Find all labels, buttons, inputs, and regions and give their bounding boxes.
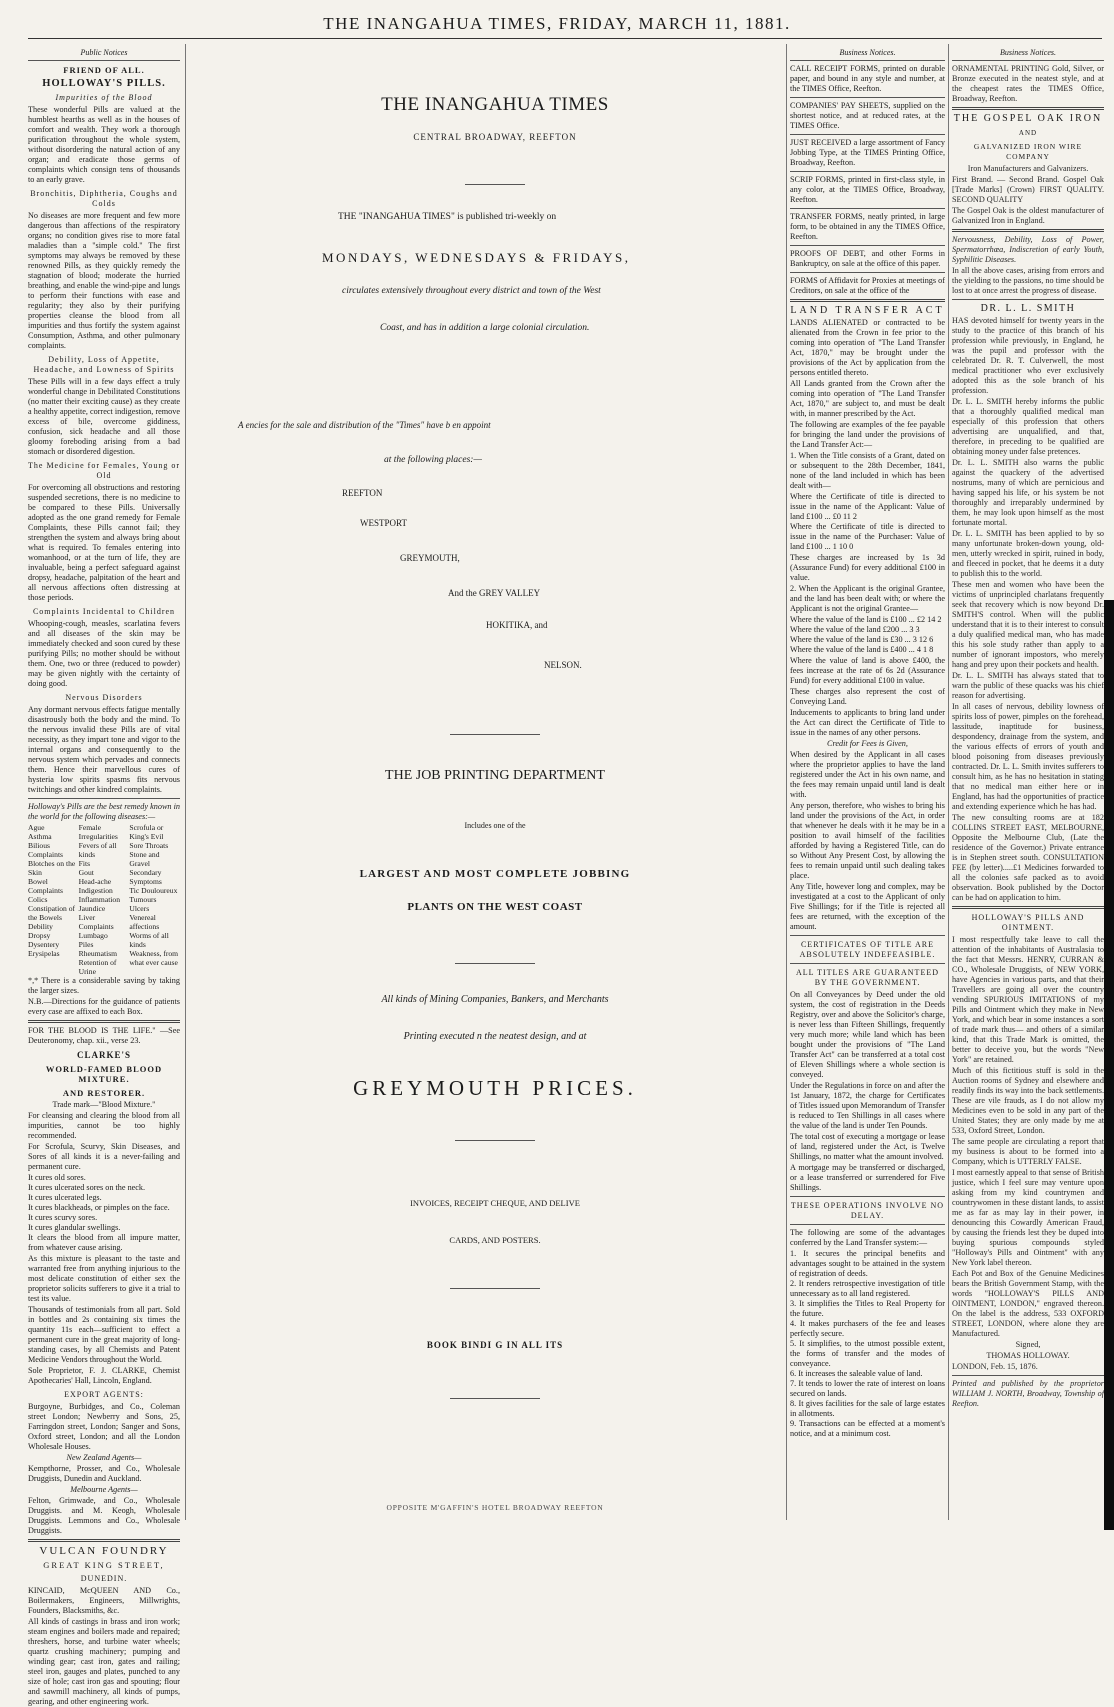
column-business-notices-2: [952, 48, 1104, 1520]
subheading: Complaints Incidental to Children: [32, 607, 176, 616]
notice: 1. When the Title consists of a Grant, dated on or subsequent to the 28th December, 1841, none of the land included in which has been dealt with—: [790, 451, 945, 490]
ad-paragraph: For Scrofula, Scurvy, Skin Diseases, and Sores of all kinds it is a never-failing and permanent cure.: [28, 1142, 180, 1171]
notice: FORMS of Affidavit for Proxies at meetings of Creditors, on sale at the office of the: [790, 276, 945, 295]
land-transfer-act-title: LAND TRANSFER ACT: [790, 305, 945, 316]
column-heading: Business Notices.: [952, 48, 1104, 61]
ad-paragraph: All kinds of castings in brass and iron work; steam engines and boilers made and repaired; threshers, horse, and turbine water wheels; quartz crushing machinery; pumping and winding gear; cast iron, gates and railing; steel iron, gauges and plates, punched to any size of hole; cast iron gas and spouting; flour and sawmill machinery, all kinds of pumps, gearing, and other engineering work.: [28, 1617, 180, 1706]
subheading: Bronchitis, Diphtheria, Coughs and Colds: [30, 189, 178, 208]
column-heading: Public Notices: [28, 48, 180, 61]
agency-grey-valley: And the GREY VALLEY: [448, 588, 541, 598]
ad-paragraph: Trade mark—"Blood Mixture.": [52, 1100, 156, 1109]
agency-westport: WESTPORT: [360, 518, 407, 528]
notice: 2. When the Applicant is the original Grantee, and the land has been dealt with; or where the Applicant is not the original Grantee—: [790, 584, 945, 613]
notice: The total cost of executing a mortgage or lease of land, registered under the Act, is Twelve Shillings, no matter what the amount involved.: [790, 1132, 945, 1161]
notice: In all the above cases, arising from errors and the yielding to the passions, no time should be lost to at once arrest the progress of disease.: [952, 266, 1104, 295]
times-advertisement: [238, 48, 690, 1520]
invoices-text: INVOICES, RECEIPT CHEQUE, AND DELIVE: [410, 1198, 580, 1208]
fee-table: Where the Certificate of title is directed to issue in the name of the Applicant: Value of land £100 ... £0 11 2 Where the Certificate of title is directed to issue in the name of the Purchaser: Value of land £100 ... 1 10 0: [790, 492, 945, 551]
agency-reefton: REEFTON: [342, 488, 383, 498]
column-rule: [185, 44, 186, 1520]
newspaper-masthead: THE INANGAHUA TIMES, FRIDAY, MARCH 11, 1881.: [323, 14, 791, 33]
notice: Nervousness, Debility, Loss of Power, Spermatorrhœa, Indiscretion of early Youth, Syphilitic Diseases.: [952, 235, 1104, 264]
notice: These men and women who have been the victims of unprincipled charlatans frequently seek that recovery which is now beyond Dr. SMITH'S control. When will the public understand that it is to their interest to consult a duly qualified medical man, who has made this his sole study rather than apply to a number of ignorant impostors, who merely hang and prey upon their pockets and health.: [952, 580, 1104, 669]
column-business-notices: [790, 48, 945, 1520]
subheading: Debility, Loss of Appetite, Headache, and Lowness of Spirits: [33, 355, 175, 374]
ad-paragraph: As this mixture is pleasant to the taste and warranted free from anything injurious to the most delicate constitution of either sex the proprietor solicits sufferers to give it a trial to test its value.: [28, 1254, 180, 1303]
holloway-ointment-title: HOLLOWAY'S PILLS AND OINTMENT.: [971, 913, 1085, 932]
notice: Dr. L. L. SMITH has always stated that to warn the public of these quacks was his chief reason for advertising.: [952, 671, 1104, 700]
masthead-rule: [28, 38, 1102, 39]
ad-paragraph: For overcoming all obstructions and restoring suspended secretions, there is no medicine to be compared to these Pills. Universally adopted as the one grand remedy for Female Complaints, these Pills cannot fail; they strengthen the system and always bring about what is required. To females entering into womanhood, or at the turn of life, they are invaluable, being a perfect safeguard against dropsy, headache, palpitation of the heart and all nervous affections often distressing at those periods.: [28, 483, 180, 602]
ad-paragraph: These Pills will in a few days effect a truly wonderful change in Debilitated Constitutions (no matter their exciting cause) as they create a healthy appetite, correct indigestion, remove excess of bile, overcome giddiness, confusion, sick headache and all those gloomy foreboding arising from a bad stomach or disordered digestion.: [28, 377, 180, 456]
ad-paragraph: Kempthorne, Prosser, and Co., Wholesale Druggists, Dunedin and Auckland.: [28, 1464, 180, 1483]
ad-heading: AND: [1018, 129, 1038, 137]
circulation-text: Coast, and has in addition a large colonial circulation.: [380, 323, 590, 333]
column-heading: Business Notices.: [790, 48, 945, 61]
ad-heading: GALVANIZED IRON WIRE COMPANY: [973, 142, 1083, 161]
notice: TRANSFER FORMS, neatly printed, in large form, to be obtained in any the TIMES Office, Reefton.: [790, 212, 945, 241]
notice: These charges also represent the cost of Conveying Land.: [790, 687, 945, 706]
subheading: Impurities of the Blood: [55, 93, 153, 102]
ad-heading: AND RESTORER.: [62, 1088, 146, 1098]
ad-paragraph: FOR THE BLOOD IS THE LIFE." —See Deuteronomy, chap. xii., verse 23.: [28, 1026, 180, 1045]
book-binding-text: BOOK BINDI G IN ALL ITS: [426, 1340, 564, 1350]
cards-posters-text: CARDS, AND POSTERS.: [449, 1235, 541, 1245]
notice: The new consulting rooms are at 182 COLLINS STREET EAST, MELBOURNE, Opposite the Melbourne Club, (Late the residence of the Governor.) Private entrance is in Stephen street south. CONSULTATION FEE (by letter).....£1 Medicines forwarded to all the colonies safe packed as to avoid observation. Book published by the Doctor can be had on application to him.: [952, 813, 1104, 902]
subheading: The Medicine for Females, Young or Old: [28, 461, 180, 480]
notice: The Gospel Oak is the oldest manufacturer of Galvanized Iron in England.: [952, 206, 1104, 225]
divider: [450, 734, 540, 735]
divider: [450, 1398, 540, 1399]
ad-paragraph: Whooping-cough, measles, scarlatina fevers and all diseases of the skin may be immediately checked and soon cured by these purifying Pills; no mother should be without them. One, two or three (reduced to powder) may be given nightly with the certainty of doing good.: [28, 619, 180, 688]
agency-greymouth: GREYMOUTH,: [400, 553, 460, 563]
notice: COMPANIES' PAY SHEETS, supplied on the shortest notice, and at reduced rates, at the TIMES Office.: [790, 101, 945, 130]
gospel-oak-title: THE GOSPEL OAK IRON: [953, 113, 1103, 124]
notice: The same people are circulating a report that my business is about to be formed into a Company, which is UTTERLY FALSE.: [952, 1137, 1104, 1166]
ad-heading: FRIEND OF ALL.: [63, 65, 145, 75]
agency-hokitika: HOKITIKA, and: [486, 620, 548, 630]
diseases-column: Ague Asthma Bilious Complaints Blotches on the Skin Bowel Complaints Colics Constipation of the Bowels Debility Dropsy Dysentery Erysipelas: [28, 823, 76, 958]
notice: HAS devoted himself for twenty years in the study to the practice of this branch of his profession while previously, in England, he was the pupil and professor with the celebrated Dr. R. T. Culverwell, the most medical practitioner who ever exclusively adopted this as the sole branch of his profession.: [952, 316, 1104, 395]
notice: CALL RECEIPT FORMS, printed on durable paper, and bound in any style and number, at the TIMES Office, Reefton.: [790, 64, 945, 93]
subheading: Melbourne Agents—: [70, 1485, 138, 1494]
agencies-text: A encies for the sale and distribution of the "Times" have b en appoint: [238, 420, 491, 430]
notice: Dr. L. L. SMITH also warns the public against the quackery of the advertised nostrums, many of which are pernicious and having sapped his life, or his system be not thoroughly and irreparably undermined by them, he may look upon himself as the most fortunate mortal.: [952, 458, 1104, 527]
notice: JUST RECEIVED a large assortment of Fancy Jobbing Type, at the TIMES Printing Office, Broadway, Reefton.: [790, 138, 945, 167]
agencies-text: at the following places:—: [384, 455, 482, 465]
dr-smith-title: DR. L. L. SMITH: [980, 303, 1076, 314]
diseases-column: Scrofula or King's Evil Sore Throats Stone and Gravel Secondary Symptoms Tic Douloureux Tumours Ulcers Venereal affections Worms of all kinds Weakness, from what ever cause: [129, 823, 179, 967]
ad-heading: WORLD-FAMED BLOOD MIXTURE.: [45, 1064, 163, 1084]
diseases-column: Female Irregularities Fevers of all kinds Fits Gout Head-ache Indigestion Inflammation Jaundice Liver Complaints Lumbago Piles Rheumatism Retention of Urine: [78, 823, 121, 976]
ad-heading: CLARKE'S: [76, 1050, 131, 1060]
divider: [465, 184, 525, 185]
subheading: New Zealand Agents—: [66, 1453, 142, 1462]
column-public-notices: [28, 48, 180, 1706]
ad-paragraph: Any dormant nervous effects fatigue mentally disastrously both the body and the mind. To the nervous invalid these Pills are of vital necessity, as they impart tone and vigor to the internal organs and consequently to the nervous system which pervades and connects them. Hence their marvellous cures of hysteria low spirits spasms fits nervous twitchings and other kindred complaints.: [28, 705, 180, 794]
notice: SCRIP FORMS, printed in first-class style, in any color, at the TIMES Office, Broadway, Reefton.: [790, 175, 945, 204]
notice: Where the value of land is above £400, the fees increase at the rate of 6s 2d (Assurance Fund) for every additional £100 in value.: [790, 656, 945, 685]
notice: Any Title, however long and complex, may be investigated at a cost to the Applicant of only Five Shillings; for if the Title is rejected all fees are returned, with the exception of the amount.: [790, 882, 945, 931]
diseases-table: [28, 823, 180, 976]
job-printing-heading: THE JOB PRINTING DEPARTMENT: [385, 768, 605, 783]
ad-paragraph: KINCAID, McQUEEN AND Co., Boilermakers, Engineers, Millwrights, Founders, Blacksmiths, &c.: [28, 1586, 180, 1615]
ad-paragraph: Holloway's Pills are the best remedy known in the world for the following diseases:—: [28, 802, 180, 821]
notice: Under the Regulations in force on and after the 1st January, 1872, the charge for Certificates of Titles issued upon Memorandum of Transfer is reduced to Ten Shillings in all cases where the value of the land is under Ten Pounds.: [790, 1081, 945, 1130]
column-rule: [786, 44, 787, 1520]
agency-nelson: NELSON.: [544, 660, 582, 670]
subheading: Nervous Disorders: [65, 693, 143, 702]
published-text: THE "INANGAHUA TIMES" is published tri-weekly on: [338, 212, 557, 222]
includes-text: Includes one of the: [464, 821, 526, 830]
subheading: EXPORT AGENTS:: [64, 1390, 144, 1399]
ad-paragraph: It cures old sores. It cures ulcerated sores on the neck. It cures ulcerated legs. It cures blackheads, or pimples on the face. It cures scurvy sores. It cures glandular swellings. It clears the blood from all impure matter, from whatever cause arising.: [28, 1173, 180, 1252]
signature: THOMAS HOLLOWAY.: [986, 1351, 1070, 1360]
advantages-list: 1. It secures the principal benefits and advantages sought to be attained in the system of registration of deeds. 2. It renders retrospective investigation of title unnecessary as to all land registered. 3. It simplifies the Titles to Real Property for the future. 4. It makes purchasers of the fee and leases perfectly secure. 5. It simplifies, to the utmost possible extent, the forms of transfer and the modes of conveyance. 6. It increases the saleable value of land. 7. It tends to lower the rate of interest on loans secured on lands. 8. It gives facilities for the sale of large estates in allotments. 9. Transactions can be effected at a moment's notice, and at a minimum cost.: [790, 1249, 945, 1438]
notice: These charges are increased by 1s 3d (Assurance Fund) for every additional £100 in value.: [790, 553, 945, 582]
notice: LONDON, Feb. 15, 1876.: [952, 1362, 1038, 1371]
printing-executed-text: Printing executed n the neatest design, and at: [403, 1031, 587, 1042]
notice: I most respectfully take leave to call the attention of the inhabitants of Australasia to the fact that Messrs. HENRY, CURRAN & CO., Wholesale Druggists, of NEW YORK, have Agencies in various parts, and that their Travellers are going all over the country vending SPURIOUS IMITATIONS of my Pills and Ointment which they make in New York, and which bear in some instances a sort of trade mark thus— and others of a similar kind, that this Trade Mark is omitted, the better to deceive you, but the words "New York" are retained.: [952, 935, 1104, 1064]
holloway-pills-title: HOLLOWAY'S PILLS.: [42, 78, 166, 89]
ad-paragraph: N.B.—Directions for the guidance of patients every case are affixed to each Box.: [28, 997, 180, 1016]
fee-table: Where the value of the land is £100 ... £2 14 2 Where the value of the land £200 ... 3 3 Where the value of the land is £30 ... 3 12 6 Where the value of the land is £400 ... 4 1 8: [790, 615, 942, 654]
ad-paragraph: Thousands of testimonials from all part. Sold in bottles and 2s containing six times the quantity 11s each—sufficient to effect a permanent cure in the great majority of long-standing cases, by all Chemists and Patent Medicine Vendors throughout the World.: [28, 1305, 180, 1364]
ad-heading: DUNEDIN.: [80, 1574, 128, 1583]
notice: A mortgage may be transferred or discharged, or a lease transferred or surrendered for Five Shillings.: [790, 1163, 945, 1192]
west-coast-text: PLANTS ON THE WEST COAST: [407, 901, 583, 913]
ad-paragraph: Burgoyne, Burbidges, and Co., Coleman street London; Newberry and Sons, 25, Farringdon street, London; Sanger and Sons, Oxford street, London; and all the London Wholesale Houses.: [28, 1402, 180, 1451]
notice: All Lands granted from the Crown after the coming into operation of "The Land Transfer Act, 1870," are subject to, and must be dealt with, in manner prescribed by the Act.: [790, 379, 945, 418]
office-location: OPPOSITE M'GAFFIN'S HOTEL BROADWAY REEFTON: [386, 1503, 604, 1512]
largest-jobbing-text: LARGEST AND MOST COMPLETE JOBBING: [359, 868, 631, 880]
ad-heading: GREAT KING STREET,: [43, 1560, 165, 1570]
ad-paragraph: No diseases are more frequent and few more dangerous than affections of the respiratory organs; no condition gives rise to more fatal maladies than a "simple cold." The first symptoms may always be removed by these renowned Pills, as they quickly remedy the stagnation of blood; moderate the hurried breathing, and enable the wind-pipe and lungs to perform their functions with ease and regularity; they also by their purifying properties cleanse the blood from all impurities and thus fortify the system against Consumption, Asthma, and other pulmonary complaints.: [28, 211, 180, 350]
notice: The following are some of the advantages conferred by the Land Transfer system:—: [790, 1228, 945, 1247]
notice: Much of this fictitious stuff is sold in the Auction rooms of Sydney and elsewhere and readily finds its way into the back settlements. These are vile frauds, as I do not allow my Medicines even to be sold in any part of the United States; they are only made by me at 533, Oxford Street, London.: [952, 1066, 1104, 1135]
notice: First Brand. — Second Brand. Gospel Oak [Trade Marks] (Crown) FIRST QUALITY. SECOND QUALITY: [952, 175, 1104, 204]
paper-title: THE INANGAHUA TIMES: [381, 94, 609, 115]
notice: Each Pot and Box of the Genuine Medicines bears the British Government Stamp, with the words "HOLLOWAY'S PILLS AND OINTMENT, LONDON," engraved thereon. On the label is the address, 533 OXFORD STREET, LONDON, where alone they are Manufactured.: [952, 1269, 1104, 1338]
greymouth-prices: GREYMOUTH PRICES.: [353, 1076, 637, 1100]
ad-paragraph: For cleansing and clearing the blood from all impurities, cannot be too highly recommended.: [28, 1111, 180, 1140]
notice: When desired by the Applicant in all cases where the proprietor applies to have the land registered under the Act in his own name, and the fees may remain unpaid until land is dealt with.: [790, 750, 945, 799]
scan-edge: [1104, 600, 1114, 1530]
ad-paragraph: Felton, Grimwade, and Co., Wholesale Druggists. and M. Keogh, Wholesale Druggists. Lemmons and Co., Wholesale Druggists.: [28, 1496, 180, 1535]
imprint: Printed and published by the proprietor WILLIAM J. NORTH, Broadway, Township of Reefton.: [952, 1379, 1104, 1408]
notice: Iron Manufacturers and Galvanizers.: [967, 164, 1089, 173]
notice: PROOFS OF DEBT, and other Forms in Bankruptcy, on sale at the office of this paper.: [790, 249, 945, 268]
notice: The following are examples of the fee payable for bringing the land under the provisions of the Land Transfer Act:—: [790, 420, 945, 449]
divider: [455, 963, 535, 964]
notice: On all Conveyances by Deed under the old system, the cost of registration in the Deeds Registry, over and above the Solicitor's charge, is never less than Fifteen Shillings, frequently very much more; while land which has been bought under the provisions of "The Land Transfer Act" can be transferred at a total cost of Eleven Shillings where a whole section is conveyed.: [790, 990, 945, 1079]
notice: Any person, therefore, who wishes to bring his land under the provisions of the Act, in order that whenever he deals with it he may be in a position to avail himself of the facilities afforded by having a Registered Title, can do so Without Any Present Cost, by allowing the fees to remain unpaid until such dealing takes place.: [790, 801, 945, 880]
divider: [455, 1140, 535, 1141]
notice: Signed,: [1015, 1340, 1041, 1349]
notice: ORNAMENTAL PRINTING Gold, Silver, or Bronze executed in the neatest style, and at the cheapest rates the TIMES Office, Broadway, Reefton.: [952, 64, 1104, 103]
ad-paragraph: These wonderful Pills are valued at the humblest hearths as well as in the houses of comfort and wealth. They work a thorough purification throughout the whole system, without disordering the natural action of any organ; and eradicate those germs of complaints which consign tens of thousands to an early grave.: [28, 105, 180, 184]
vulcan-foundry-title: VULCAN FOUNDRY: [39, 1545, 169, 1557]
subheading: ALL TITLES ARE GUARANTEED BY THE GOVERNMENT.: [796, 968, 939, 987]
circulation-text: circulates extensively throughout every district and town of the West: [342, 286, 601, 296]
notice: Dr. L. L. SMITH has been applied to by so many unfortunate broken-down young, old-men, utterly wrecked in spirit, ruined in body, and fleeced in pocket, that he deems it a duty to publish this to the world.: [952, 529, 1104, 578]
column-rule: [948, 44, 949, 1520]
ad-paragraph: Sole Proprietor, F. J. CLARKE, Chemist Apothecaries' Hall, Lincoln, England.: [28, 1366, 180, 1385]
mining-companies-text: All kinds of Mining Companies, Bankers, and Merchants: [381, 994, 609, 1005]
subheading: CERTIFICATES OF TITLE ARE ABSOLUTELY INDEFEASIBLE.: [799, 940, 936, 959]
notice: I most earnestly appeal to that sense of British justice, which I feel sure may venture upon asking from my kind countrymen and countrywomen in these distant lands, to assist me as far as may lay in their power, in denouncing this Cowardly American Fraud, by causing the friends lest they be duped into buying spurious compounds styled "Holloway's Pills and Ointment" with any New York label thereon.: [952, 1168, 1104, 1267]
notice: Inducements to applicants to bring land under the Act can direct the Certificate of Title to issue in the names of any other persons.: [790, 708, 945, 737]
paper-address: CENTRAL BROADWAY, REEFTON: [413, 132, 577, 142]
subheading: Credit for Fees is Given,: [827, 739, 908, 748]
ad-paragraph: *,* There is a considerable saving by taking the larger sizes.: [28, 976, 180, 995]
divider: [450, 1288, 540, 1289]
notice: In all cases of nervous, debility lowness of spirits loss of power, pimples on the forehead, lassitude, inaptitude for business, despondency, drainage from the system, and the various effects of errors of youth and blood poisoning from diseases previously contracted. Dr. L. L. Smith invites sufferers to consult him, as he has no hesitation in stating that no medical man either here or in England, has had the opportunities of practice and extending experience which he has had.: [952, 702, 1104, 811]
notice: LANDS ALIENATED or contracted to be alienated from the Crown in fee prior to the coming into operation of "The Land Transfer Act, 1870," may be brought under the provisions of the Act by application from the persons entitled thereto.: [790, 318, 945, 377]
notice: Dr. L. L. SMITH hereby informs the public that a thoroughly qualified medical man especially of this profession that others advertising are unqualified, and that, therefore, in preceding to be qualified are obtaining money under false pretences.: [952, 397, 1104, 456]
subheading: THESE OPERATIONS INVOLVE NO DELAY.: [790, 1201, 945, 1220]
publication-days: MONDAYS, WEDNESDAYS & FRIDAYS,: [322, 250, 631, 265]
